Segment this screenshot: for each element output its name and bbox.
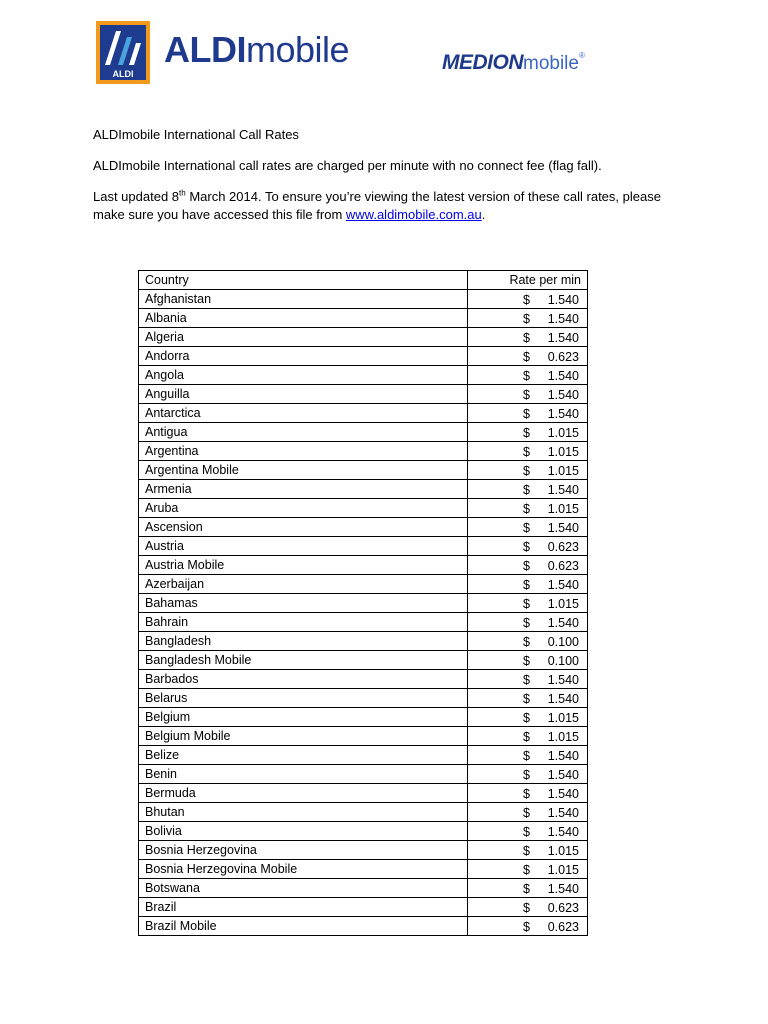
- rate-amount: 1.540: [547, 312, 579, 326]
- currency-symbol: $: [523, 920, 530, 934]
- currency-symbol: $: [523, 730, 530, 744]
- rate-amount: 0.623: [547, 920, 579, 934]
- rate-cell: [468, 765, 588, 784]
- rate-amount: 1.540: [547, 331, 579, 345]
- country-cell: Botswana: [139, 879, 468, 898]
- table-row: [139, 689, 588, 708]
- rate-cell: [468, 917, 588, 936]
- rate-amount: 0.100: [547, 654, 579, 668]
- rate-amount: 0.100: [547, 635, 579, 649]
- rate-amount: 1.540: [547, 521, 579, 535]
- rate-cell: [468, 461, 588, 480]
- rate-cell: [468, 594, 588, 613]
- currency-symbol: $: [523, 540, 530, 554]
- table-row: [139, 594, 588, 613]
- rate-cell: [468, 366, 588, 385]
- table-row: [139, 366, 588, 385]
- table-body: [139, 290, 588, 936]
- currency-symbol: $: [523, 483, 530, 497]
- access-note-line: [93, 206, 485, 224]
- currency-symbol: $: [523, 673, 530, 687]
- country-cell: Armenia: [139, 480, 468, 499]
- country-cell: Benin: [139, 765, 468, 784]
- currency-symbol: $: [523, 749, 530, 763]
- rate-cell: [468, 480, 588, 499]
- access-note-pre: make sure you have accessed this file from: [93, 207, 346, 222]
- country-cell: Anguilla: [139, 385, 468, 404]
- country-cell: Brazil Mobile: [139, 917, 468, 936]
- rate-amount: 1.540: [547, 749, 579, 763]
- currency-symbol: $: [523, 711, 530, 725]
- table-row: [139, 613, 588, 632]
- country-cell: Algeria: [139, 328, 468, 347]
- rate-cell: [468, 347, 588, 366]
- country-cell: Belgium: [139, 708, 468, 727]
- country-cell: Bhutan: [139, 803, 468, 822]
- country-cell: Antarctica: [139, 404, 468, 423]
- currency-symbol: $: [523, 768, 530, 782]
- table-row: [139, 670, 588, 689]
- rate-cell: [468, 746, 588, 765]
- country-cell: Austria Mobile: [139, 556, 468, 575]
- rate-cell: [468, 575, 588, 594]
- country-cell: Brazil: [139, 898, 468, 917]
- rate-amount: 1.540: [547, 293, 579, 307]
- rate-amount: 1.540: [547, 616, 579, 630]
- table-row: [139, 423, 588, 442]
- currency-symbol: $: [523, 597, 530, 611]
- rate-cell: [468, 860, 588, 879]
- currency-symbol: $: [523, 312, 530, 326]
- rate-cell: [468, 822, 588, 841]
- rate-amount: 1.540: [547, 483, 579, 497]
- table-row: [139, 290, 588, 309]
- currency-symbol: $: [523, 787, 530, 801]
- rate-cell: [468, 898, 588, 917]
- country-cell: Bermuda: [139, 784, 468, 803]
- rate-cell: [468, 537, 588, 556]
- call-rates-table: [138, 270, 588, 936]
- table-row: [139, 461, 588, 480]
- aldimobile-link[interactable]: www.aldimobile.com.au: [345, 207, 482, 222]
- currency-symbol: $: [523, 559, 530, 573]
- table-row: [139, 556, 588, 575]
- rate-amount: 1.540: [547, 806, 579, 820]
- rate-amount: 1.540: [547, 768, 579, 782]
- table-row: [139, 746, 588, 765]
- currency-symbol: $: [523, 445, 530, 459]
- country-cell: Antigua: [139, 423, 468, 442]
- currency-symbol: $: [523, 293, 530, 307]
- rate-cell: [468, 879, 588, 898]
- last-updated-line: [93, 188, 661, 206]
- rate-amount: 0.623: [547, 540, 579, 554]
- country-cell: Bosnia Herzegovina: [139, 841, 468, 860]
- medion-wordmark-light: mobile: [523, 53, 579, 74]
- aldi-logo: [96, 21, 150, 84]
- rate-amount: 1.015: [547, 711, 579, 725]
- table-row: [139, 651, 588, 670]
- rate-amount: 1.540: [547, 673, 579, 687]
- country-cell: Afghanistan: [139, 290, 468, 309]
- table-row: [139, 328, 588, 347]
- rate-amount: 1.540: [547, 369, 579, 383]
- currency-symbol: $: [523, 407, 530, 421]
- currency-symbol: $: [523, 578, 530, 592]
- currency-symbol: $: [523, 863, 530, 877]
- medion-mobile-logo: [442, 52, 585, 73]
- table-row: [139, 898, 588, 917]
- currency-symbol: $: [523, 692, 530, 706]
- country-cell: Bangladesh Mobile: [139, 651, 468, 670]
- table-row: [139, 727, 588, 746]
- rate-cell: [468, 784, 588, 803]
- rate-cell: [468, 556, 588, 575]
- rate-amount: 1.015: [547, 502, 579, 516]
- table-row: [139, 860, 588, 879]
- country-cell: Ascension: [139, 518, 468, 537]
- rate-amount: 1.015: [547, 863, 579, 877]
- country-cell: Azerbaijan: [139, 575, 468, 594]
- updated-pre: Last updated 8: [93, 189, 180, 204]
- header-rate: Rate per min: [468, 271, 588, 290]
- table-row: [139, 803, 588, 822]
- country-cell: Belarus: [139, 689, 468, 708]
- rate-cell: [468, 404, 588, 423]
- rate-cell: [468, 518, 588, 537]
- rate-amount: 1.540: [547, 578, 579, 592]
- rate-amount: 1.540: [547, 787, 579, 801]
- currency-symbol: $: [523, 388, 530, 402]
- rate-cell: [468, 803, 588, 822]
- table-header-row: [139, 271, 588, 290]
- country-cell: Bahamas: [139, 594, 468, 613]
- rate-cell: [468, 613, 588, 632]
- table-row: [139, 784, 588, 803]
- rate-cell: [468, 689, 588, 708]
- aldi-wordmark-light: mobile: [246, 29, 350, 70]
- table-row: [139, 404, 588, 423]
- table-row: [139, 632, 588, 651]
- rate-cell: [468, 499, 588, 518]
- country-cell: Argentina Mobile: [139, 461, 468, 480]
- country-cell: Bolivia: [139, 822, 468, 841]
- currency-symbol: $: [523, 369, 530, 383]
- rate-amount: 0.623: [547, 559, 579, 573]
- country-cell: Bangladesh: [139, 632, 468, 651]
- currency-symbol: $: [523, 825, 530, 839]
- aldi-wordmark-bold: ALDI: [164, 29, 246, 70]
- rate-cell: [468, 651, 588, 670]
- currency-symbol: $: [523, 350, 530, 364]
- table-row: [139, 385, 588, 404]
- rate-cell: [468, 632, 588, 651]
- rate-cell: [468, 309, 588, 328]
- table-row: [139, 841, 588, 860]
- currency-symbol: $: [523, 806, 530, 820]
- currency-symbol: $: [523, 882, 530, 896]
- intro-paragraph: ALDImobile International call rates are charged per minute with no connect fee (flag fall).: [93, 158, 602, 173]
- country-cell: Barbados: [139, 670, 468, 689]
- rate-cell: [468, 670, 588, 689]
- updated-sup: th: [179, 188, 186, 198]
- table-row: [139, 537, 588, 556]
- table-row: [139, 575, 588, 594]
- rate-amount: 0.623: [547, 350, 579, 364]
- country-cell: Albania: [139, 309, 468, 328]
- rate-amount: 1.540: [547, 692, 579, 706]
- currency-symbol: $: [523, 901, 530, 915]
- table-row: [139, 480, 588, 499]
- currency-symbol: $: [523, 635, 530, 649]
- rate-cell: [468, 385, 588, 404]
- country-cell: Austria: [139, 537, 468, 556]
- currency-symbol: $: [523, 502, 530, 516]
- rate-cell: [468, 708, 588, 727]
- access-note-post: .: [481, 207, 486, 222]
- registered-mark: ®: [578, 51, 585, 60]
- table-row: [139, 518, 588, 537]
- rate-amount: 1.540: [547, 882, 579, 896]
- rate-cell: [468, 290, 588, 309]
- header-country: Country: [139, 271, 468, 290]
- rate-cell: [468, 328, 588, 347]
- currency-symbol: $: [523, 464, 530, 478]
- rate-amount: 1.015: [547, 844, 579, 858]
- table-row: [139, 917, 588, 936]
- rate-amount: 1.540: [547, 825, 579, 839]
- rate-amount: 1.015: [547, 464, 579, 478]
- country-cell: Belgium Mobile: [139, 727, 468, 746]
- rate-amount: 1.015: [547, 730, 579, 744]
- currency-symbol: $: [523, 616, 530, 630]
- rate-amount: 1.015: [547, 597, 579, 611]
- updated-post: March 2014. To ensure you’re viewing the latest version of these call rates, please: [185, 189, 661, 204]
- aldi-badge-text: ALDI: [112, 69, 134, 79]
- country-cell: Bosnia Herzegovina Mobile: [139, 860, 468, 879]
- currency-symbol: $: [523, 654, 530, 668]
- country-cell: Bahrain: [139, 613, 468, 632]
- rate-amount: 1.540: [547, 407, 579, 421]
- currency-symbol: $: [523, 331, 530, 345]
- country-cell: Andorra: [139, 347, 468, 366]
- document-heading: ALDImobile International Call Rates: [93, 127, 299, 142]
- currency-symbol: $: [523, 426, 530, 440]
- table-row: [139, 309, 588, 328]
- table-row: [139, 708, 588, 727]
- rate-amount: 1.015: [547, 445, 579, 459]
- medion-wordmark-bold: MEDION: [442, 51, 523, 74]
- rate-cell: [468, 727, 588, 746]
- table-row: [139, 765, 588, 784]
- table-row: [139, 442, 588, 461]
- country-cell: Argentina: [139, 442, 468, 461]
- rate-amount: 1.540: [547, 388, 579, 402]
- aldimobile-wordmark: [164, 29, 350, 70]
- table-row: [139, 499, 588, 518]
- rate-amount: 0.623: [547, 901, 579, 915]
- country-cell: Aruba: [139, 499, 468, 518]
- table-row: [139, 879, 588, 898]
- table-row: [139, 347, 588, 366]
- rate-cell: [468, 423, 588, 442]
- currency-symbol: $: [523, 521, 530, 535]
- currency-symbol: $: [523, 844, 530, 858]
- rate-cell: [468, 841, 588, 860]
- country-cell: Angola: [139, 366, 468, 385]
- rate-cell: [468, 442, 588, 461]
- country-cell: Belize: [139, 746, 468, 765]
- rate-amount: 1.015: [547, 426, 579, 440]
- table-row: [139, 822, 588, 841]
